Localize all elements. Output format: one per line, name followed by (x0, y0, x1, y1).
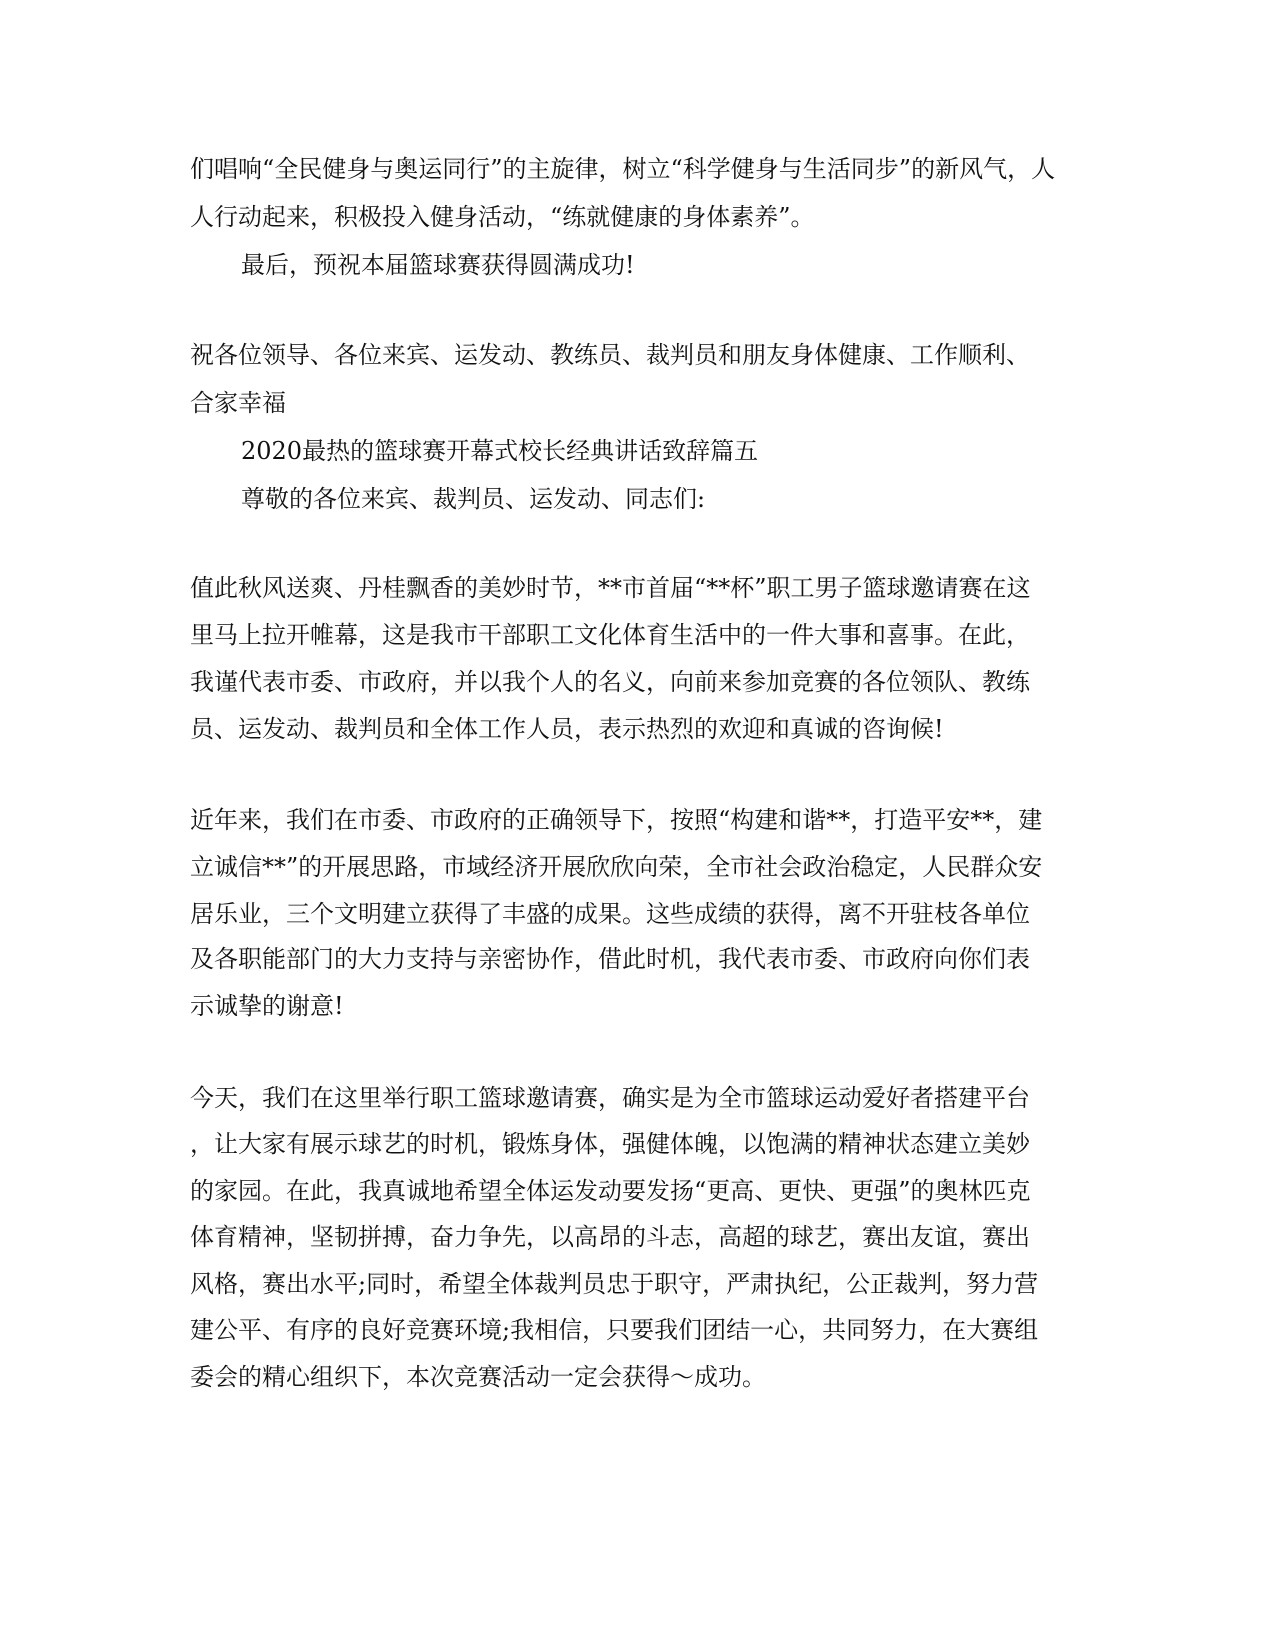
text-line: 今天，我们在这里举行职工篮球邀请赛，确实是为全市篮球运动爱好者搭建平台 (190, 1084, 1030, 1112)
text-line: 立诚信**”的开展思路，市域经济开展欣欣向荣，全市社会政治稳定，人民群众安 (190, 853, 1043, 881)
text-line: 的家园。在此，我真诚地希望全体运发动要发扬“更高、更快、更强”的奥林匹克 (190, 1177, 1031, 1205)
salutation: 尊敬的各位来宾、裁判员、运发动、同志们: (241, 485, 706, 513)
text-line: 里马上拉开帷幕，这是我市干部职工文化体育生活中的一件大事和喜事。在此， (190, 621, 1030, 649)
text-line: 风格，赛出水平;同时，希望全体裁判员忠于职守，严肃执纪，公正裁判，努力营 (190, 1270, 1039, 1298)
text-line: 值此秋风送爽、丹桂飘香的美妙时节，**市首届“**杯”职工男子篮球邀请赛在这 (190, 574, 1031, 602)
text-line: 们唱响“全民健身与奥运同行”的主旋律，树立“科学健身与生活同步”的新风气，人 (190, 155, 1056, 183)
text-line: 人行动起来，积极投入健身活动，“练就健康的身体素养”。 (190, 203, 815, 231)
text-line: 祝各位领导、各位来宾、运发动、教练员、裁判员和朋友身体健康、工作顺利、 (190, 341, 1030, 369)
section-heading: 2020最热的篮球赛开幕式校长经典讲话致辞篇五 (241, 437, 759, 465)
text-line: 近年来，我们在市委、市政府的正确领导下，按照“构建和谐**，打造平安**，建 (190, 806, 1043, 834)
text-line: 居乐业，三个文明建立获得了丰盛的成果。这些成绩的获得，离不开驻枝各单位 (190, 900, 1030, 928)
text-line: ，让大家有展示球艺的时机，锻炼身体，强健体魄，以饱满的精神状态建立美妙 (190, 1130, 1030, 1158)
text-line: 员、运发动、裁判员和全体工作人员，表示热烈的欢迎和真诚的咨询候! (190, 715, 944, 743)
text-line: 合家幸福 (190, 389, 286, 417)
text-line: 委会的精心组织下，本次竞赛活动一定会获得～成功。 (190, 1363, 766, 1391)
text-line: 我谨代表市委、市政府，并以我个人的名义，向前来参加竞赛的各位领队、教练 (190, 668, 1030, 696)
text-line: 建公平、有序的良好竞赛环境;我相信，只要我们团结一心，共同努力，在大赛组 (190, 1316, 1039, 1344)
text-line: 示诚挚的谢意! (190, 992, 344, 1020)
text-line: 及各职能部门的大力支持与亲密协作，借此时机，我代表市委、市政府向你们表 (190, 945, 1030, 973)
text-line: 体育精神，坚韧拼搏，奋力争先，以高昂的斗志，高超的球艺，赛出友谊，赛出 (190, 1223, 1030, 1251)
text-line: 最后，预祝本届篮球赛获得圆满成功! (241, 251, 635, 279)
